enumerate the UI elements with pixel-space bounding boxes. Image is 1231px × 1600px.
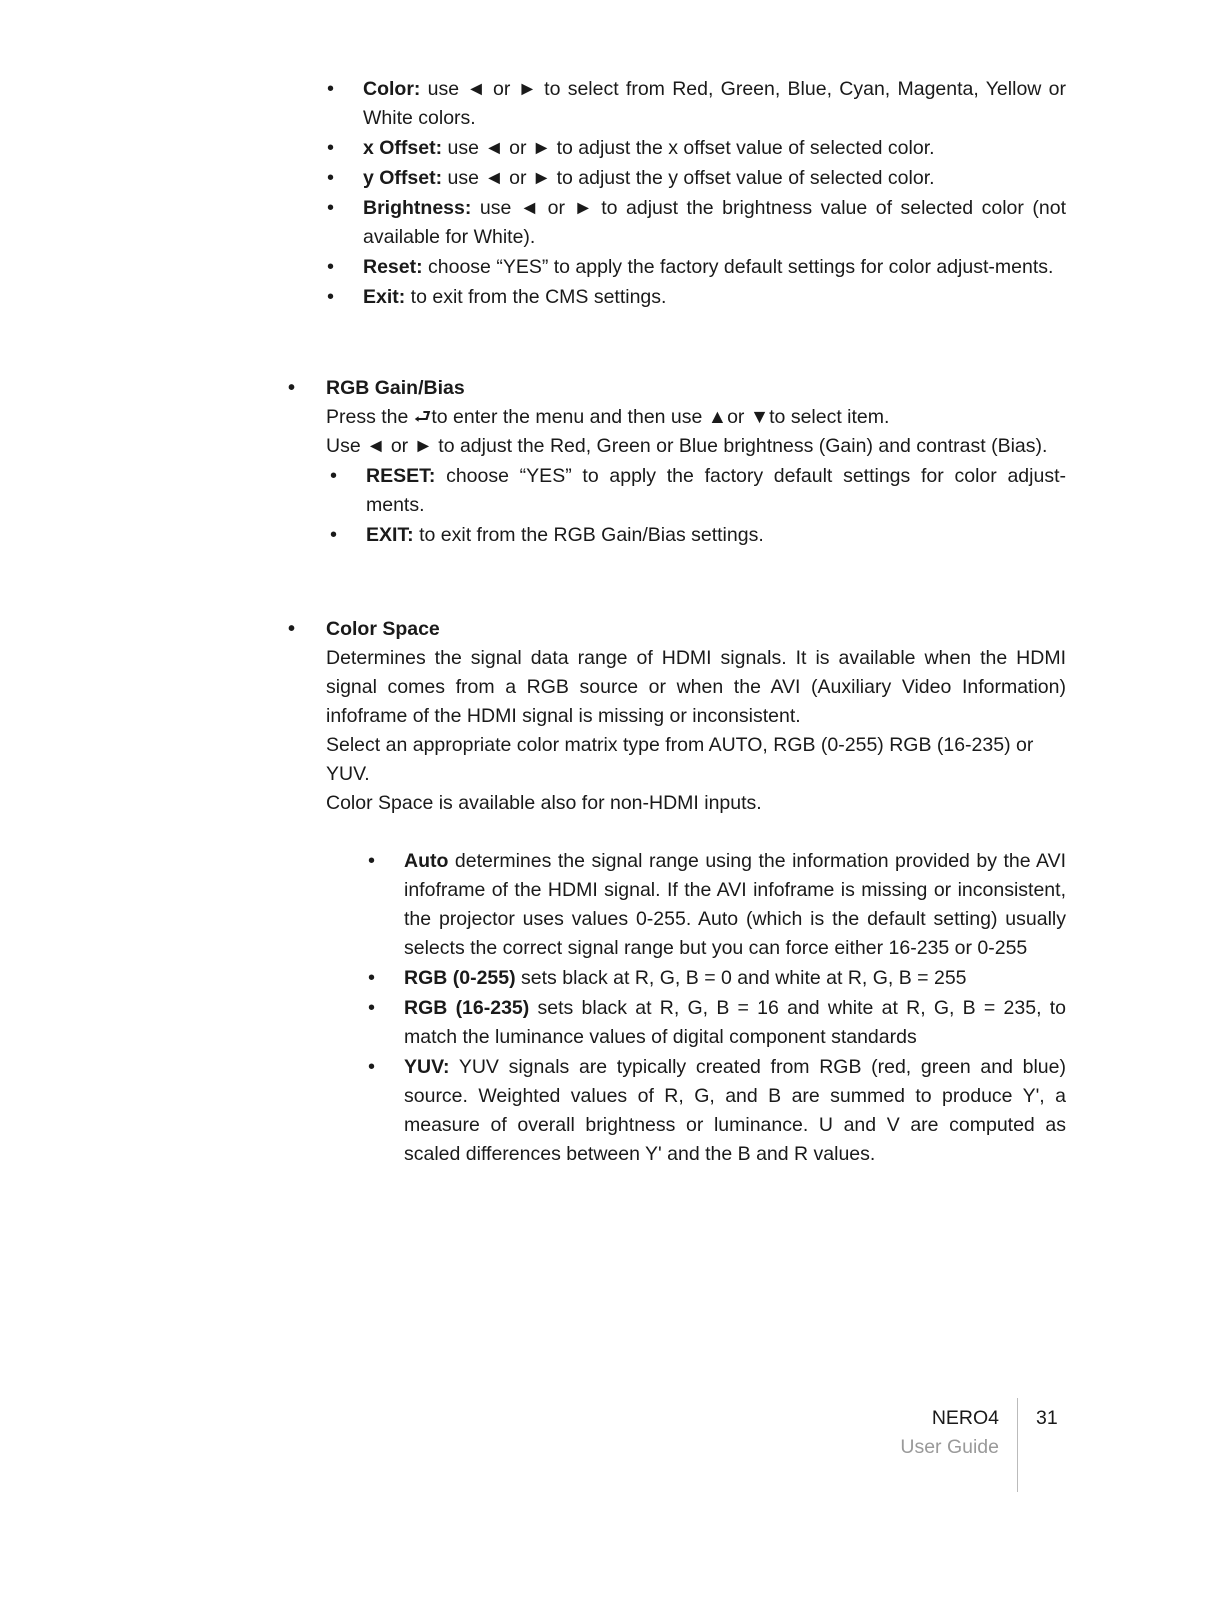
page-number: 31 <box>1036 1407 1058 1429</box>
list-item: • Color: use ◄ or ► to select from Red, Green, Blue, Cyan, Magenta, Yellow or White colors. <box>363 75 1066 133</box>
color-space-section <box>288 615 1066 1170</box>
instruction-line: Press the ⮐to enter the menu and then use ▲or ▼to select item. <box>326 406 890 428</box>
paragraph: Determines the signal data range of HDMI signals. It is available when the HDMI signal comes from a RGB source or when the AVI (Auxiliary Video Information) infoframe of the HDMI signal is missing or inconsistent. <box>326 647 1066 727</box>
section-title: • RGB Gain/Bias <box>326 374 1066 403</box>
bullet-icon: • <box>368 850 376 872</box>
bullet-icon: • <box>368 1056 376 1078</box>
bullet-icon: • <box>327 256 335 278</box>
bullet-icon: • <box>330 465 338 487</box>
list-item: • RGB (16-235) sets black at R, G, B = 16 and white at R, G, B = 235, to match the luminance values of digital component standards <box>404 994 1066 1052</box>
list-item: • Auto determines the signal range using the information provided by the AVI infoframe of the HDMI signal. If the AVI infoframe is missing or inconsistent, the projector uses values 0-255. Auto (which is the default setting) usually selects the correct signal range but you can force either 16-235 or 0-255 <box>404 847 1066 963</box>
list-item: • y Offset: use ◄ or ► to adjust the y offset value of selected color. <box>363 164 1066 193</box>
footer-doc-title: User Guide <box>900 1436 999 1458</box>
list-item: • x Offset: use ◄ or ► to adjust the x offset value of selected color. <box>363 134 1066 163</box>
instruction-line: Use ◄ or ► to adjust the Red, Green or Blue brightness (Gain) and contrast (Bias). <box>326 435 1048 457</box>
rgb-gain-bias-section <box>288 374 1066 551</box>
bullet-icon: • <box>288 377 296 399</box>
footer-product: NERO4 <box>931 1407 999 1429</box>
bullet-icon: • <box>327 167 335 189</box>
rgb-options-list <box>330 462 1066 550</box>
color-space-options-list <box>368 847 1066 1169</box>
list-item: • Exit: to exit from the CMS settings. <box>363 283 1066 312</box>
list-item: • EXIT: to exit from the RGB Gain/Bias settings. <box>366 521 1066 550</box>
footer-divider <box>1017 1398 1018 1492</box>
list-item: • Reset: choose “YES” to apply the factory default settings for color adjust-ments. <box>363 253 1066 282</box>
bullet-icon: • <box>327 197 335 219</box>
list-item: • YUV: YUV signals are typically created from RGB (red, green and blue) source. Weighted values of R, G, and B are summed to produce Y', a measure of overall brightness or luminance. U and V are computed as scaled differences between Y' and the B and R values. <box>404 1053 1066 1169</box>
bullet-icon: • <box>327 286 335 308</box>
bullet-icon: • <box>327 78 335 100</box>
paragraph: Color Space is available also for non-HDMI inputs. <box>326 792 762 814</box>
cms-settings-list <box>327 75 1066 313</box>
list-item: • Brightness: use ◄ or ► to adjust the brightness value of selected color (not available for White). <box>363 194 1066 252</box>
footer-title-block <box>900 1404 999 1462</box>
paragraph: Select an appropriate color matrix type from AUTO, RGB (0-255) RGB (16-235) or YUV. <box>326 734 1034 785</box>
list-item: • RGB (0-255) sets black at R, G, B = 0 and white at R, G, B = 255 <box>404 964 1066 993</box>
bullet-icon: • <box>368 967 376 989</box>
section-title: • Color Space <box>326 615 1066 644</box>
bullet-icon: • <box>368 997 376 1019</box>
bullet-icon: • <box>330 524 338 546</box>
list-item: • RESET: choose “YES” to apply the factory default settings for color adjust-ments. <box>366 462 1066 520</box>
bullet-icon: • <box>288 618 296 640</box>
bullet-icon: • <box>327 137 335 159</box>
